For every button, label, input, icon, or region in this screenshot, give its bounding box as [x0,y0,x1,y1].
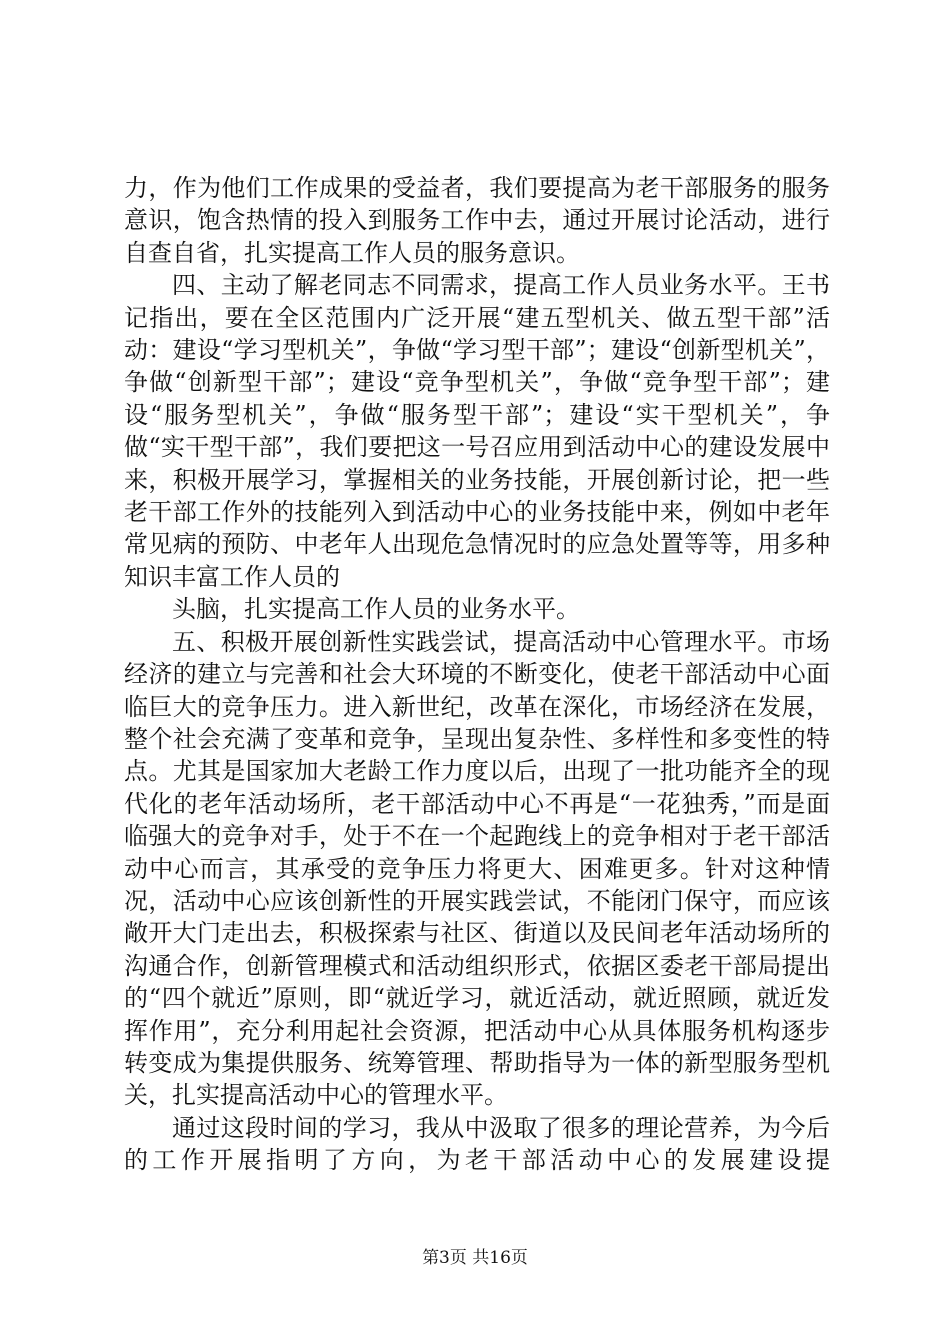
paragraph-section-five: 五、积极开展创新性实践尝试，提高活动中心管理水平。市场经济的建立与完善和社会大环境的不断变化，使老干部活动中心面临巨大的竞争压力。进入新世纪，改革在深化，市场经济在发展，整个社会充满了变革和竞争，呈现出复杂性、多样性和多变性的特点。尤其是国家加大老龄工作力度以后，出现了一批功能齐全的现代化的老年活动场所，老干部活动中心不再是“一花独秀，”而是面临强大的竞争对手，处于不在一个起跑线上的竞争相对于老干部活动中心而言，其承受的竞争压力将更大、困难更多。针对这种情况，活动中心应该创新性的开展实践尝试，不能闭门保守，而应该敞开大门走出去，积极探索与社区、街道以及民间老年活动场所的沟通合作，创新管理模式和活动组织形式，依据区委老干部局提出的“四个就近”原则，即“就近学习，就近活动，就近照顾，就近发挥作用”，充分利用起社会资源，把活动中心从具体服务机构逐步转变成为集提供服务、统筹管理、帮助指导为一体的新型服务型机关，扎实提高活动中心的管理水平。 [124,627,830,1110]
document-body [124,172,830,1177]
page-number-footer: 第3页 共16页 [422,1248,528,1268]
paragraph-section-four-tail: 头脑，扎实提高工作人员的业务水平。 [172,595,580,624]
paragraph-conclusion: 通过这段时间的学习，我从中汲取了很多的理论营养，为今后的工作开展指明了方向，为老干部活动中心的发展建设提 [124,1113,830,1175]
paragraph-continuation: 力，作为他们工作成果的受益者，我们要提高为老干部服务的服务意识，饱含热情的投入到服务工作中去，通过开展讨论活动，进行自查自省，扎实提高工作人员的服务意识。 [124,174,830,267]
paragraph-section-four: 四、主动了解老同志不同需求，提高工作人员业务水平。王书记指出，要在全区范围内广泛开展“建五型机关、做五型干部”活动：建设“学习型机关”，争做“学习型干部”；建设“创新型机关”，争做“创新型干部”；建设“竞争型机关”，争做“竞争型干部”；建设“服务型机关”，争做“服务型干部”；建设“实干型机关”，争做“实干型干部”，我们要把这一号召应用到活动中心的建设发展中来，积极开展学习，掌握相关的业务技能，开展创新讨论，把一些老干部工作外的技能列入到活动中心的业务技能中来，例如中老年常见病的预防、中老年人出现危急情况时的应急处置等等，用多种知识丰富工作人员的 [124,271,830,591]
